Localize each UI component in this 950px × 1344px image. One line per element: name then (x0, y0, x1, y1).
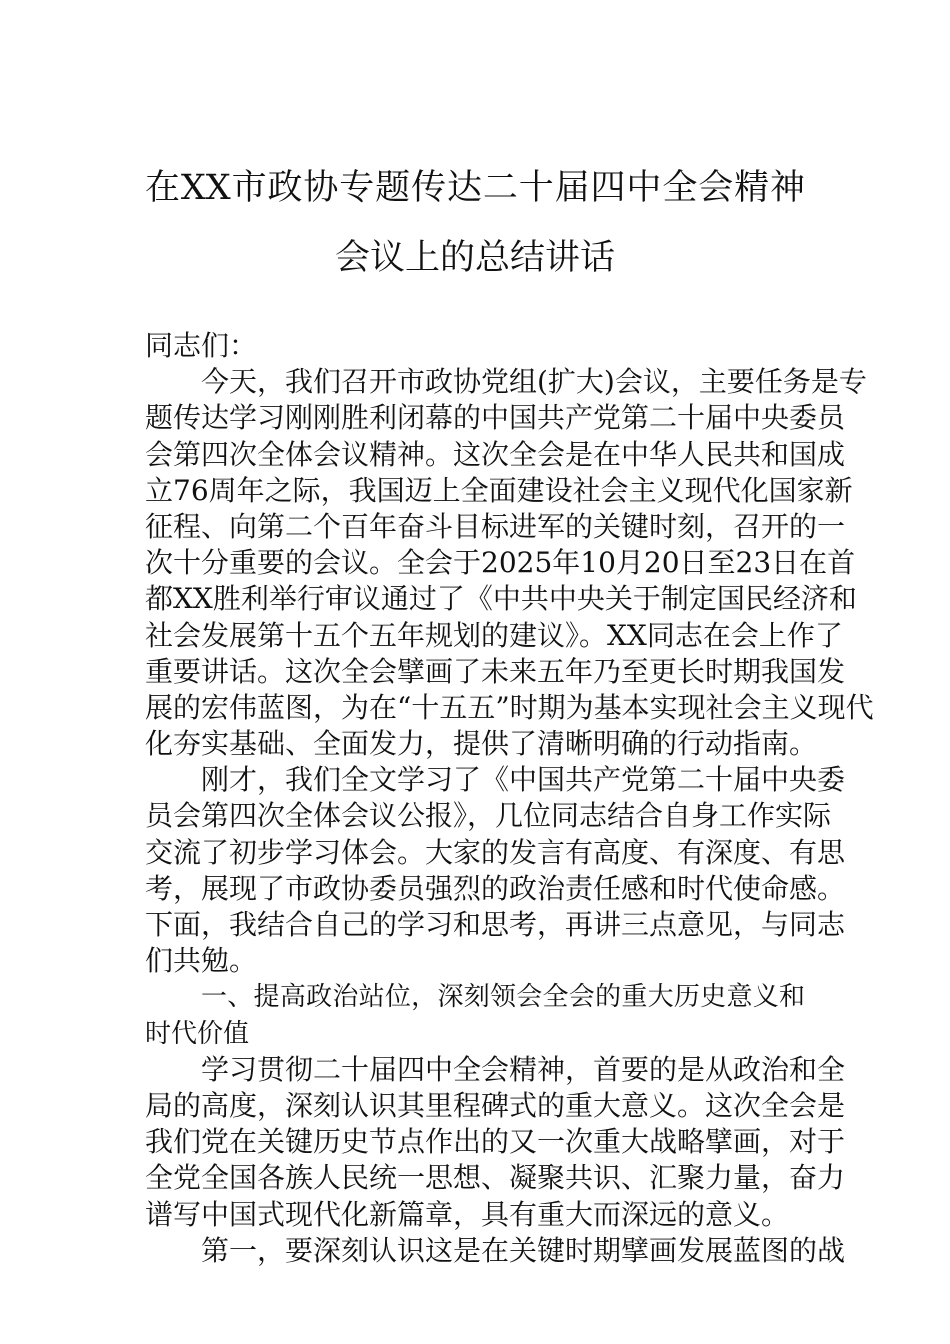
text-line: 全党全国各族人民统一思想、凝聚共识、汇聚力量，奋力 (145, 1161, 846, 1195)
paragraph (145, 762, 846, 979)
text-line: 化夯实基础、全面发力，提供了清晰明确的行动指南。 (145, 727, 818, 761)
section-heading (145, 979, 805, 1051)
text-line: 今天，我们召开市政协党组(扩大)会议，主要任务是专 (201, 365, 867, 399)
document-body (145, 328, 874, 1269)
text-line: 刚才，我们全文学习了《中国共产党第二十届中央委 (201, 763, 846, 797)
text-line: 立76周年之际，我国迈上全面建设社会主义现代化国家新 (145, 473, 853, 507)
document-title-line-1: 在XX市政协专题传达二十届四中全会精神 (145, 168, 805, 208)
text-line: 局的高度，深刻认识其里程碑式的重大意义。这次全会是 (145, 1088, 846, 1122)
text-line: 同志们： (145, 329, 258, 362)
text-line: 一、提高政治站位，深刻领会全会的重大历史意义和 (201, 982, 805, 1013)
text-line: 考，展现了市政协委员强烈的政治责任感和时代使命感。 (145, 871, 846, 905)
text-line: 员会第四次全体会议公报》，几位同志结合自身工作实际 (145, 799, 832, 833)
text-line: 们共勉。 (145, 944, 258, 978)
text-line: 下面，我结合自己的学习和思考，再讲三点意见，与同志 (145, 908, 846, 941)
text-line: 谱写中国式现代化新篇章，具有重大而深远的意义。 (145, 1197, 790, 1231)
text-line: 次十分重要的会议。全会于2025年10月20日至23日在首 (145, 546, 856, 580)
paragraph (145, 1052, 846, 1233)
text-line: 学习贯彻二十届四中全会精神，首要的是从政治和全 (201, 1052, 846, 1086)
text-line: 都XX胜利举行审议通过了《中共中央关于制定国民经济和 (145, 582, 857, 616)
text-line: 时代价值 (145, 1018, 250, 1049)
paragraph (145, 1233, 846, 1269)
paragraph (145, 364, 874, 762)
text-line: 社会发展第十五个五年规划的建议》。XX同志在会上作了 (145, 618, 843, 652)
text-line: 重要讲话。这次全会擘画了未来五年乃至更长时期我国发 (145, 654, 846, 688)
text-line: 第一，要深刻认识这是在关键时期擘画发展蓝图的战 (201, 1233, 846, 1267)
text-line: 交流了初步学习体会。大家的发言有高度、有深度、有思 (145, 835, 846, 869)
text-line: 会第四次全体会议精神。这次全会是在中华人民共和国成 (145, 437, 846, 471)
text-line: 我们党在关键历史节点作出的又一次重大战略擘画，对于 (145, 1125, 846, 1159)
text-line: 征程、向第二个百年奋斗目标进军的关键时刻，召开的一 (145, 509, 846, 543)
salutation (145, 328, 805, 364)
text-line: 展的宏伟蓝图，为在“十五五”时期为基本实现社会主义现代 (145, 690, 874, 724)
text-line: 题传达学习刚刚胜利闭幕的中国共产党第二十届中央委员 (145, 401, 846, 435)
document-title-line-2: 会议上的总结讲话 (334, 238, 615, 278)
